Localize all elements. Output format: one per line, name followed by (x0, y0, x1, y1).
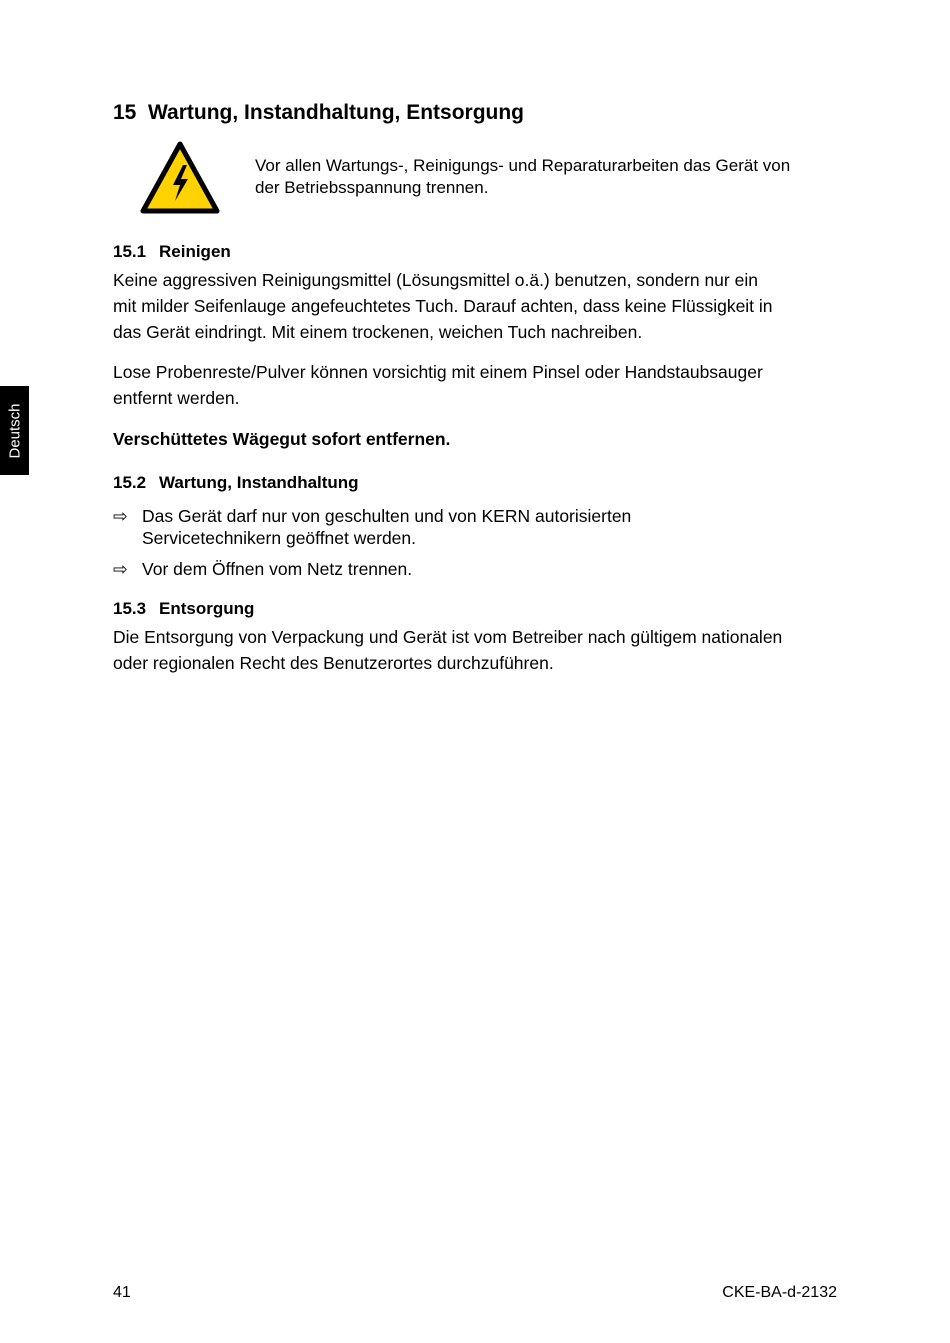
subsection-heading-cleaning (113, 242, 231, 262)
language-tab-label: Deutsch (6, 402, 23, 459)
document-id: CKE-BA-d-2132 (722, 1284, 837, 1301)
page-number: 41 (113, 1284, 131, 1301)
section-number: 15 (113, 101, 137, 124)
text-line: mit milder Seifenlauge angefeuchtetes Tuch. Darauf achten, dass keine Flüssigkeit in (113, 296, 773, 316)
subsection-heading-maintenance (113, 473, 359, 493)
subsection-number: 15.3 (113, 599, 147, 618)
disposal-paragraph (113, 624, 853, 676)
subsection-number: 15.2 (113, 473, 147, 492)
cleaning-paragraph-2 (113, 359, 853, 411)
language-tab (0, 386, 29, 475)
arrow-right-icon: ⇨ (113, 559, 128, 579)
text-line: Das Gerät darf nur von geschulten und von KERN autorisierten (142, 506, 632, 526)
electrical-hazard-icon (140, 141, 220, 214)
arrow-right-icon: ⇨ (113, 506, 128, 526)
text-line: Keine aggressiven Reinigungsmittel (Lösungsmittel o.ä.) benutzen, sondern nur ein (113, 270, 758, 290)
text-line: Servicetechnikern geöffnet werden. (142, 528, 417, 548)
warning-line: der Betriebsspannung trennen. (255, 178, 489, 197)
subsection-title: Reinigen (159, 242, 231, 261)
text-line: Verschüttetes Wägegut sofort entfernen. (113, 429, 451, 449)
list-item (113, 505, 853, 549)
text-line: das Gerät eindringt. Mit einem trockenen, weichen Tuch nachreiben. (113, 322, 643, 342)
list-item (113, 558, 853, 580)
subsection-number: 15.1 (113, 242, 147, 261)
cleaning-paragraph-1 (113, 267, 853, 345)
text-line: oder regionalen Recht des Benutzerortes durchzuführen. (113, 653, 554, 673)
text-line: Vor dem Öffnen vom Netz trennen. (142, 559, 413, 579)
text-line: Die Entsorgung von Verpackung und Gerät ist vom Betreiber nach gültigem nationalen (113, 627, 783, 647)
subsection-title: Entsorgung (159, 599, 255, 618)
cleaning-paragraph-3 (113, 426, 853, 452)
section-title: Wartung, Instandhaltung, Entsorgung (148, 101, 525, 124)
subsection-heading-disposal (113, 599, 254, 619)
text-line: Lose Probenreste/Pulver können vorsichtig mit einem Pinsel oder Handstaubsauger (113, 362, 763, 382)
subsection-title: Wartung, Instandhaltung (159, 473, 359, 492)
warning-text (255, 155, 875, 199)
section-heading (113, 101, 524, 125)
warning-line: Vor allen Wartungs-, Reinigungs- und Reparaturarbeiten das Gerät von (255, 156, 791, 175)
text-line: entfernt werden. (113, 388, 240, 408)
